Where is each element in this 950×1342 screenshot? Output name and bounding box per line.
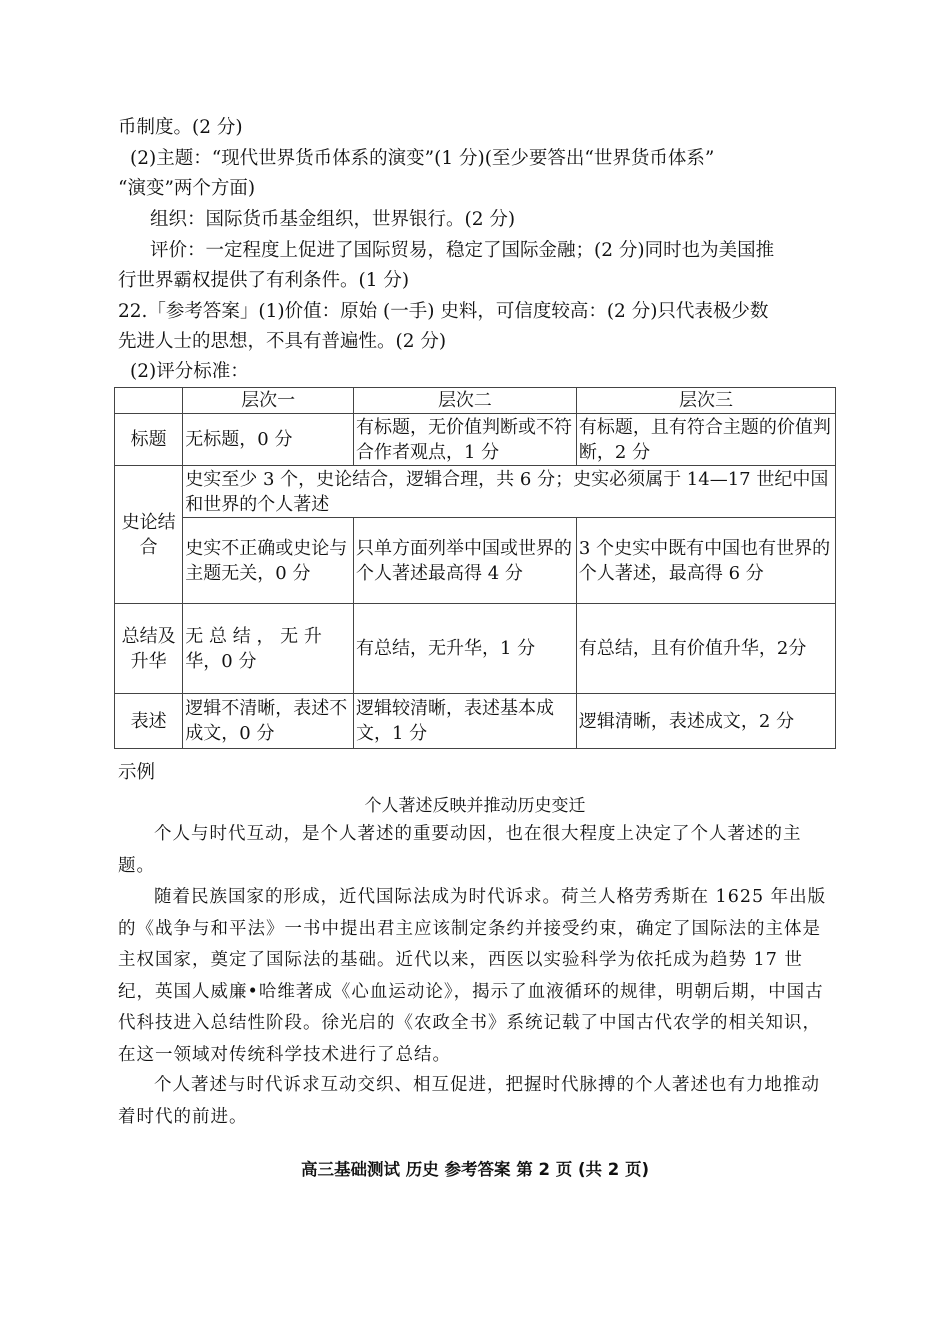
table-row <box>115 414 836 466</box>
table-cell: 有标题，且有符合主题的价值判断，2 分 <box>576 414 835 466</box>
table-cell: 3 个史实中既有中国也有世界的个人著述，最高得 6 分 <box>576 518 835 604</box>
table-row <box>115 694 836 749</box>
table-row <box>115 466 836 518</box>
table-cell: 无 总 结 ， 无 升华，0 分 <box>183 604 354 694</box>
header-cell: 层次三 <box>576 388 835 414</box>
scoring-table <box>114 387 836 749</box>
header-cell: 层次一 <box>183 388 354 414</box>
row-label: 总结及升华 <box>115 604 183 694</box>
table-header-row <box>115 388 836 414</box>
text-line: 币制度。(2 分) <box>118 117 243 138</box>
table-cell: 有标题，无价值判断或不符合作者观点，1 分 <box>353 414 576 466</box>
essay-paragraph: 随着民族国家的形成，近代国际法成为时代诉求。荷兰人格劳秀斯在 1625 年出版的《战争与和平法》一书中提出君主应该制定条约并接受约束，确定了国际法的主体是主权国家，奠定了国际法的基础。近代以来，西医以实验科学为依托成为趋势 17 世纪，英国人威廉•哈维著成《心血运动论》，揭示了血液循环的规律，明朝后期，中国古代科技进入总结性阶段。徐光启的《农政全书》系统记载了中国古代农学的相关知识，在这一领域对传统科学技术进行了总结。 <box>118 887 827 1065</box>
row-label: 标题 <box>115 414 183 466</box>
row-label: 表述 <box>115 694 183 749</box>
table-cell: 有总结，无升华，1 分 <box>353 604 576 694</box>
essay-paragraph: 个人著述与时代诉求互动交织、相互促进，把握时代脉搏的个人著述也有力地推动着时代的前进。 <box>118 1075 820 1127</box>
text-line: (2)主题：“现代世界货币体系的演变”(1 分)(至少要答出“世界货币体系” <box>130 148 715 169</box>
table-cell: 逻辑不清晰，表述不成文，0 分 <box>183 694 354 749</box>
table-cell: 逻辑较清晰，表述基本成文，1 分 <box>353 694 576 749</box>
scoring-heading: (2)评分标准： <box>130 361 249 382</box>
text-line: 评价：一定程度上促进了国际贸易，稳定了国际金融；(2 分)同时也为美国推 <box>150 240 775 261</box>
essay-title: 个人著述反映并推动历史变迁 <box>364 796 586 816</box>
table-cell: 无标题，0 分 <box>183 414 354 466</box>
table-row <box>115 604 836 694</box>
question-22-answer: 22.「参考答案」(1)价值：原始 (一手) 史料，可信度较高：(2 分)只代表极少数 <box>118 301 769 322</box>
row-label: 史论结合 <box>115 466 183 604</box>
text-line: 组织：国际货币基金组织，世界银行。(2 分) <box>150 209 516 230</box>
example-label: 示例 <box>118 762 156 783</box>
text-line: 行世界霸权提供了有利条件。(1 分) <box>118 270 410 291</box>
table-cell: 有总结，且有价值升华，2分 <box>576 604 835 694</box>
text-line: “演变”两个方面) <box>118 178 256 199</box>
table-cell: 史实至少 3 个，史论结合，逻辑合理，共 6 分；史实必须属于 14—17 世纪中国和世界的个人著述 <box>183 466 836 518</box>
table-cell: 逻辑清晰，表述成文，2 分 <box>576 694 835 749</box>
table-cell: 只单方面列举中国或世界的个人著述最高得 4 分 <box>353 518 576 604</box>
table-row <box>115 518 836 604</box>
text-line: 先进人士的思想，不具有普遍性。(2 分) <box>118 331 447 352</box>
header-cell <box>115 388 183 414</box>
table-cell: 史实不正确或史论与主题无关，0 分 <box>183 518 354 604</box>
essay-paragraph: 个人与时代互动，是个人著述的重要动因，也在很大程度上决定了个人著述的主题。 <box>118 824 802 876</box>
page-footer: 高三基础测试 历史 参考答案 第 2 页 (共 2 页) <box>301 1160 649 1179</box>
header-cell: 层次二 <box>353 388 576 414</box>
